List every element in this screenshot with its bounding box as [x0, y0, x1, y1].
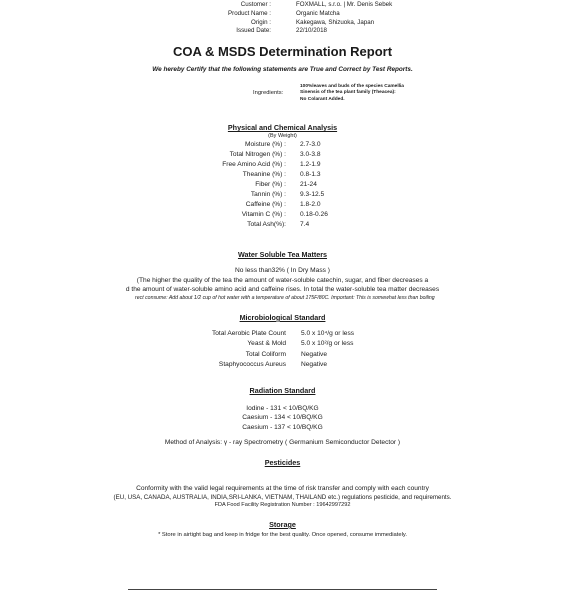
issued-date-value: 22/10/2018: [296, 27, 327, 34]
radiation-heading: Radiation Standard: [249, 386, 316, 395]
water-soluble-heading: Water Soluble Tea Matters: [237, 250, 328, 259]
water-soluble-value: No less than32% ( In Dry Mass ): [235, 267, 330, 274]
total-coliform-label: Total Coliform: [245, 351, 286, 358]
fiber-label: Fiber (%) :: [255, 181, 286, 188]
certify-statement: We hereby Certify that the following statements are True and Correct by Test Reports.: [152, 66, 413, 73]
storage-note: * Store in airtight bag and keep in fridge for the best quality. Once opened, consume immediately.: [158, 532, 407, 538]
microbiological-heading: Microbiological Standard: [239, 313, 326, 322]
iodine-131-row: Iodine - 131 < 10/BQ/KG: [246, 405, 319, 412]
tannin-value: 9.3-12.5: [300, 191, 325, 198]
staphyococcus-value: Negative: [301, 361, 328, 368]
product-name-value: Organic Matcha: [296, 10, 340, 17]
product-name-label: Product Name :: [228, 10, 271, 17]
storage-heading: Storage: [269, 520, 296, 529]
vitamin-c-label: Vitamin C (%) :: [241, 211, 286, 218]
caesium-134-row: Caesium - 134 < 10/BQ/KG: [242, 414, 323, 421]
tannin-label: Tannin (%) :: [250, 191, 286, 198]
ingredients-line: No Colarant Added.: [300, 96, 345, 102]
staphyococcus-label: Staphyococcus Aureus: [218, 361, 286, 368]
yeast-mold-value: 5.0 x 10²/g or less: [301, 340, 354, 347]
report-title: COA & MSDS Determination Report: [172, 44, 393, 59]
caffeine-value: 1.8-2.0: [300, 201, 321, 208]
yeast-mold-label: Yeast & Mold: [247, 340, 286, 347]
method-of-analysis: Method of Analysis: γ - ray Spectrometry ( Germanium Semiconductor Detector ): [164, 439, 401, 446]
free-amino-acid-label: Free Amino Acid (%) :: [222, 161, 286, 168]
origin-value: Kakegawa, Shizuoka, Japan: [296, 19, 375, 26]
customer-value: FOXMALL, s.r.o. | Mr. Denis Sebek: [296, 1, 393, 8]
theanine-label: Theanine (%) :: [242, 171, 286, 178]
moisture-label: Moisture (%) :: [244, 141, 286, 148]
aerobic-plate-count-label: Total Aerobic Plate Count: [211, 330, 286, 337]
moisture-value: 2.7-3.0: [300, 141, 321, 148]
ingredients-line: Sinensis of the tea plant family (Theacea):: [300, 90, 396, 96]
total-ash-value: 7.4: [300, 221, 310, 228]
theanine-value: 0.8-1.3: [300, 171, 321, 178]
footer-divider: [128, 589, 437, 590]
free-amino-acid-value: 1.2-1.9: [300, 161, 321, 168]
pesticides-line-1: Conformity with the valid legal requirements at the time of risk transfer and comply with each country: [136, 485, 429, 492]
aerobic-plate-count-value: 5.0 x 10⁴/g or less: [301, 330, 355, 337]
total-nitrogen-label: Total Nitrogen (%) :: [229, 151, 286, 158]
physical-chemical-heading: Physical and Chemical Analysis: [227, 123, 338, 132]
ingredients-value: [300, 84, 404, 103]
ingredients-line: 100%leaves and buds of the species Camellia: [300, 84, 404, 89]
pesticides-line-2: (EU, USA, CANADA, AUSTRALIA, INDIA,SRI-LANKA, VIETNAM, THAILAND etc.) regulations pesticide, and requirements.: [113, 494, 452, 501]
customer-label: Customer :: [240, 1, 271, 8]
water-soluble-consume-note: rect consume: Add about 1/2 cup of hot water with a temperature of about 175F/80C. Important: This is somewhat less than boiling: [135, 295, 435, 301]
caffeine-label: Caffeine (%) :: [245, 201, 286, 208]
water-soluble-explanation-1: (The higher the quality of the tea the amount of water-soluble catechin, sugar, and fiber decreases a: [136, 277, 429, 284]
total-coliform-value: Negative: [301, 351, 328, 358]
fiber-value: 21-24: [300, 181, 317, 188]
water-soluble-explanation-2: d the amount of water-soluble amino acid and caffeine rises. In total the water-soluble tea matter decreases: [125, 286, 440, 293]
total-nitrogen-value: 3.0-3.8: [300, 151, 321, 158]
caesium-137-row: Caesium - 137 < 10/BQ/KG: [242, 424, 323, 431]
pesticides-heading: Pesticides: [264, 458, 301, 467]
ingredients-label: Ingredients:: [253, 90, 284, 96]
vitamin-c-value: 0.18-0.26: [300, 211, 328, 218]
fda-registration: FDA Food Facility Registration Number : 19642997292: [214, 502, 351, 508]
origin-label: Origin :: [251, 19, 271, 26]
total-ash-label: Total Ash(%):: [247, 221, 286, 228]
by-weight-note: (By Weight): [268, 133, 297, 139]
issued-date-label: Issued Date:: [236, 27, 271, 34]
